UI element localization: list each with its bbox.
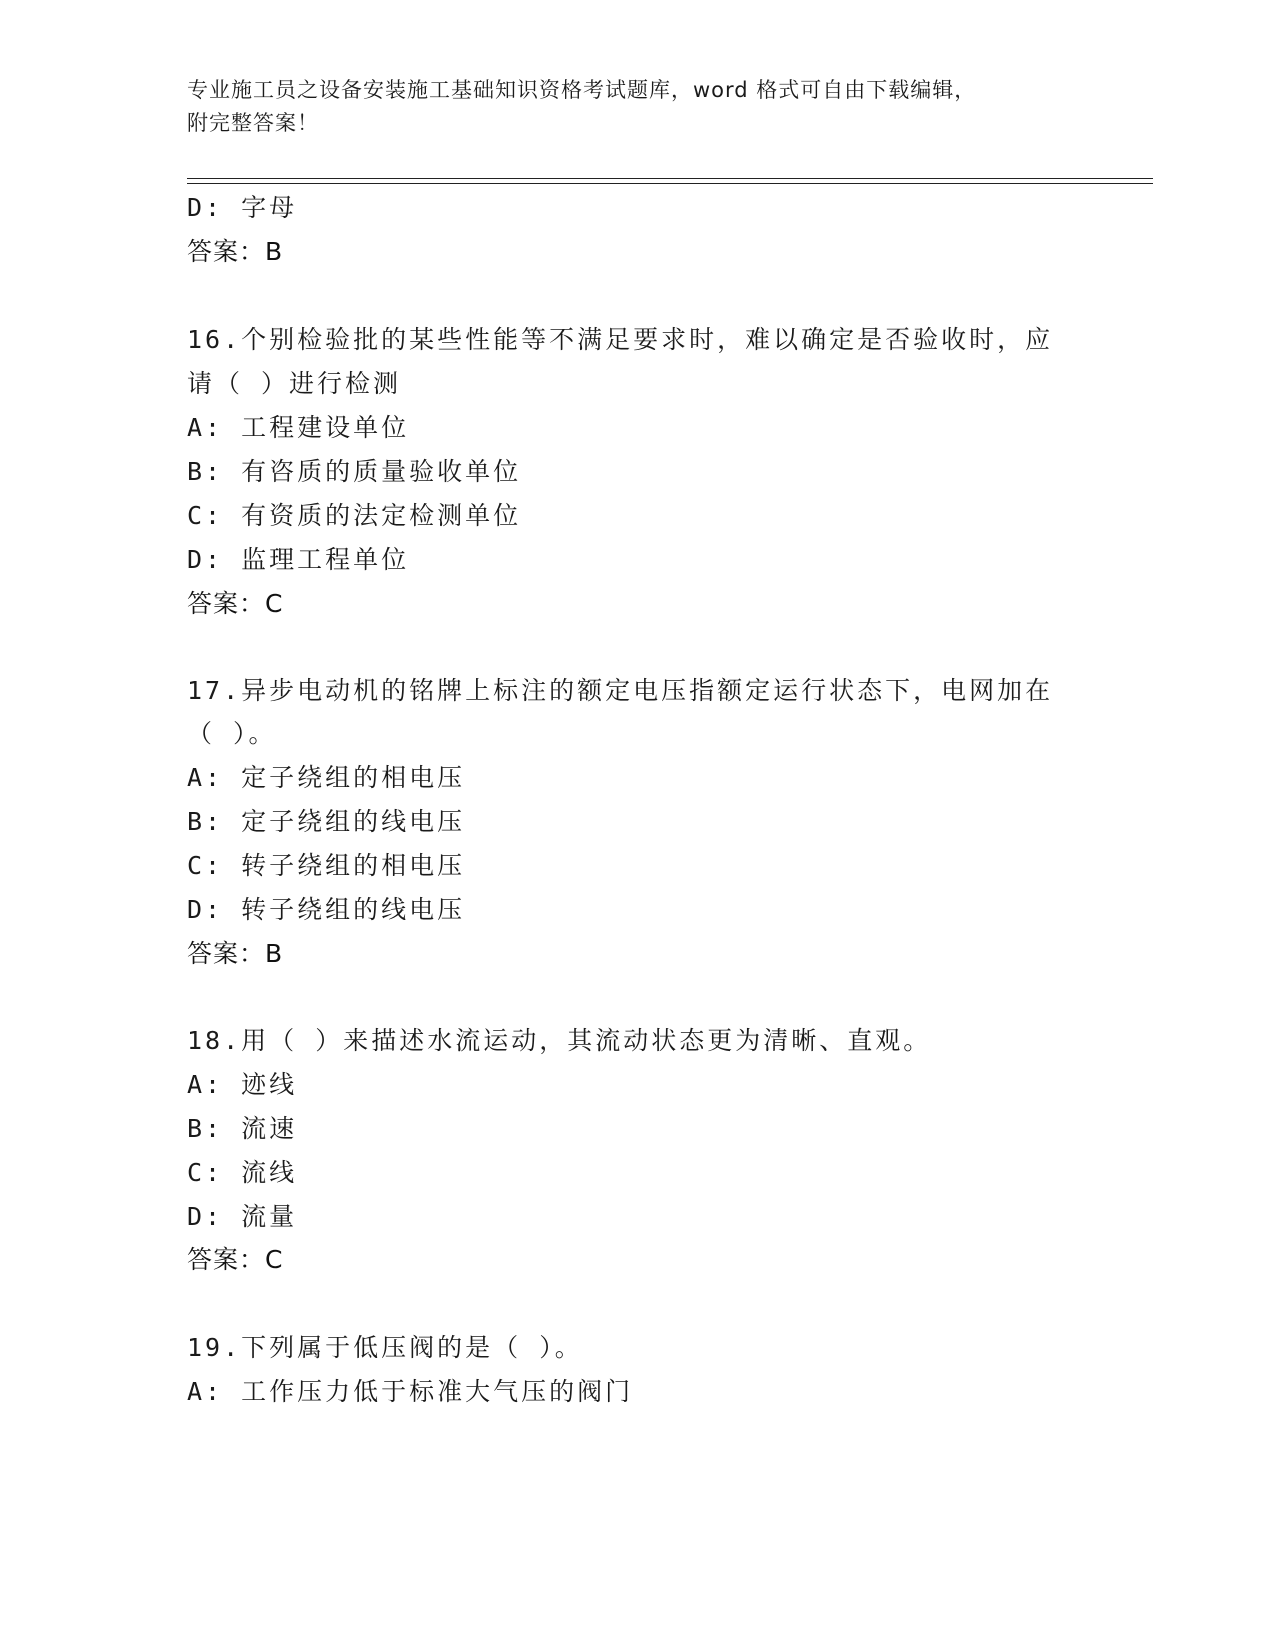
q18-option-d: D: 流量 (187, 1202, 298, 1231)
q16-answer: 答案：C (187, 589, 284, 618)
header-line-1: 专业施工员之设备安装施工基础知识资格考试题库，word 格式可自由下载编辑， (187, 78, 977, 102)
header-rule-bottom (187, 183, 1153, 184)
q17-option-b: B: 定子绕组的线电压 (187, 807, 466, 836)
q18-option-a: A: 迹线 (187, 1070, 298, 1099)
header-rule-top (187, 178, 1153, 179)
header-line-2: 附完整答案！ (187, 111, 319, 135)
q18-option-c: C: 流线 (187, 1158, 298, 1187)
q18-option-b: B: 流速 (187, 1114, 298, 1143)
q16-stem-line-2: 请（ ）进行检测 (187, 369, 402, 398)
q16-option-b: B: 有咨质的质量验收单位 (187, 457, 522, 486)
q19-stem-line-1: 19.下列属于低压阀的是（ ）。 (187, 1333, 583, 1362)
q19-option-a: A: 工作压力低于标准大气压的阀门 (187, 1377, 634, 1406)
q16-option-a: A: 工程建设单位 (187, 413, 410, 442)
q17-option-c: C: 转子绕组的相电压 (187, 851, 466, 880)
prev-answer: 答案：B (187, 237, 284, 266)
q17-answer: 答案：B (187, 939, 284, 968)
q17-option-a: A: 定子绕组的相电压 (187, 763, 466, 792)
q16-option-c: C: 有资质的法定检测单位 (187, 501, 522, 530)
q17-option-d: D: 转子绕组的线电压 (187, 895, 466, 924)
q16-option-d: D: 监理工程单位 (187, 545, 410, 574)
prev-option-d: D: 字母 (187, 193, 298, 222)
q16-stem-line-1: 16.个别检验批的某些性能等不满足要求时，难以确定是否验收时，应 (187, 325, 1054, 354)
q17-stem-line-2: （ ）。 (187, 719, 277, 748)
q18-answer: 答案：C (187, 1245, 284, 1274)
q17-stem-line-1: 17.异步电动机的铭牌上标注的额定电压指额定运行状态下，电网加在 (187, 676, 1054, 705)
document-header (187, 74, 1067, 140)
q18-stem-line-1: 18.用（ ）来描述水流运动，其流动状态更为清晰、直观。 (187, 1026, 932, 1055)
